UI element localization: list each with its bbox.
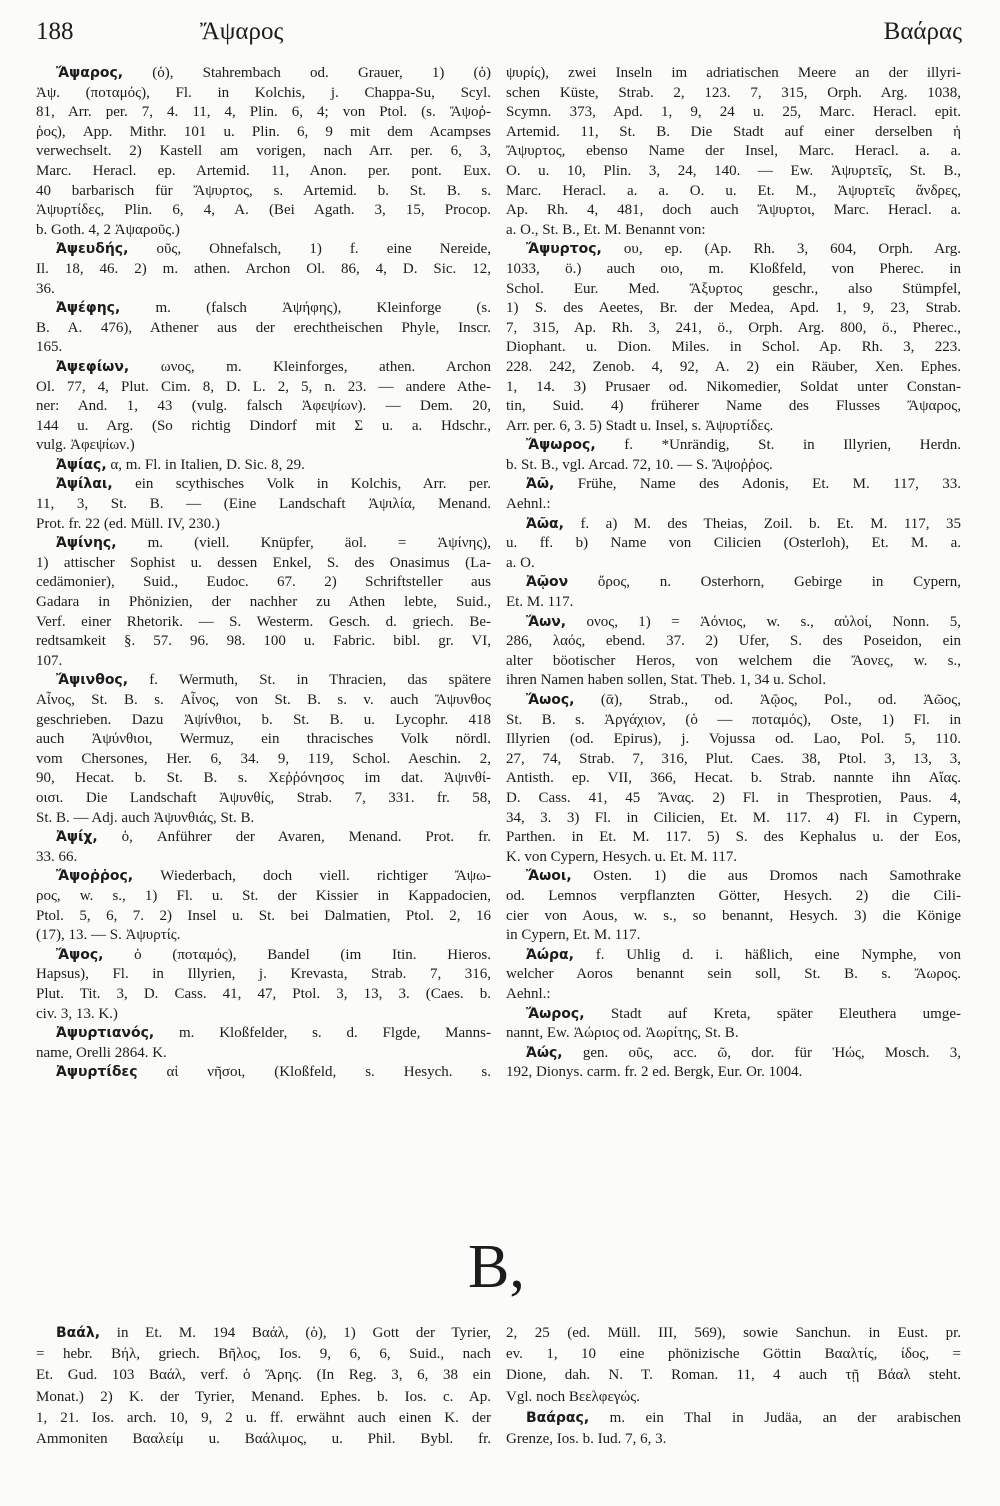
- dictionary-entry: [506, 515, 961, 574]
- entry-text: 81, Arr. per. 7, 4. 11, 4, Plin. 6, 4; von Ptol. (s. Ἄψοῤ-: [36, 104, 491, 121]
- entry-line: [506, 985, 961, 1005]
- headword: Ἀῶ,: [526, 476, 555, 493]
- entry-text: Illyrien (od. Epirus), j. Vojussa od. Lao, Pol. 5, 110.: [506, 731, 961, 748]
- entry-line: [36, 123, 491, 143]
- entry-line: [36, 985, 491, 1005]
- entry-text: cedämonier), Suid., Eudoc. 67. 2) Schriftsteller aus: [36, 574, 491, 591]
- entry-line: [36, 515, 491, 535]
- entry-line: [36, 848, 491, 868]
- entry-line: [506, 299, 961, 319]
- entry-line: [36, 613, 491, 633]
- entry-text: Frühe, Name des Adonis, Et. M. 117, 33.: [577, 476, 961, 493]
- dictionary-entry: [506, 1044, 961, 1083]
- dictionary-entry: [506, 1408, 961, 1450]
- dictionary-entry: [36, 475, 491, 534]
- headword: Ἀψίας,: [56, 456, 107, 473]
- headword: Ἀῷον: [526, 574, 569, 591]
- dictionary-entry: [36, 828, 491, 867]
- entry-line: [36, 1429, 491, 1450]
- entry-line: [36, 64, 491, 84]
- entry-text: nannt, Ew. Ἀώριος od. Ἀωρίτης, St. B.: [506, 1025, 739, 1042]
- entry-line: [506, 809, 961, 829]
- entry-line: [506, 1387, 961, 1408]
- section-letter: B,: [468, 1233, 525, 1301]
- entry-line: [506, 515, 961, 535]
- headword: Ἄψος,: [56, 946, 104, 963]
- entry-text: Ol. 77, 4, Plut. Cim. 8, D. L. 2, 5, n. 23. — andere Athe-: [36, 378, 491, 395]
- entry-text: 27, 74, Strab. 7, 316, Plut. Caes. 38, Ptol. 3, 13, 3,: [506, 750, 961, 767]
- entry-text: 1) attischer Sophist u. dessen Enkel, S. des Onasimus (La-: [36, 554, 491, 571]
- entry-line: [506, 142, 961, 162]
- entry-line: [36, 378, 491, 398]
- entry-text: 36.: [36, 280, 55, 297]
- entry-text: redtsamkeit §. 57. 96. 98. 100 u. Fabric. bibl. gr. VI,: [36, 633, 491, 650]
- entry-line: [36, 1005, 491, 1025]
- entry-line: [506, 946, 961, 966]
- entry-text: Schol. Eur. Med. Ἄξυρτος geschr., also Stümpfel,: [506, 280, 961, 297]
- entry-line: [36, 691, 491, 711]
- dictionary-entry: [506, 946, 961, 1005]
- entry-text: K. von Cypern, Hesych. u. Et. M. 117.: [506, 848, 738, 865]
- entry-line: [36, 730, 491, 750]
- headword: Βαάλ,: [56, 1325, 101, 1341]
- entry-line: [36, 926, 491, 946]
- entry-text: u. ff. b) Name von Cilicien (Osterloh), Et. M. a.: [506, 535, 961, 552]
- headword: Ἀψίλαι,: [56, 476, 113, 493]
- entry-text: 90, Hecat. b. St. B. s. Χεῤῥόνησος im dat. Ἀψινθί-: [36, 770, 491, 787]
- entry-line: [506, 652, 961, 672]
- entry-line: [36, 319, 491, 339]
- entry-text: b. St. B., vgl. Arcad. 72, 10. — S. Ἄψοῤῥος.: [506, 456, 773, 473]
- headword: Ἀψευδής,: [56, 241, 129, 258]
- entry-line: [36, 299, 491, 319]
- headword: Ἄψυρτος,: [526, 241, 602, 258]
- entry-text: ner: And. 1, 43 (vulg. falsch Ἀφεψίων). — Dem. 20,: [36, 398, 491, 415]
- entry-text: α, m. Fl. in Italien, D. Sic. 8, 29.: [110, 456, 305, 473]
- entry-line: [506, 671, 961, 691]
- entry-line: [506, 1063, 961, 1083]
- entry-text: Aehnl.:: [506, 496, 551, 513]
- entry-text: a. O., St. B., Et. M. Benannt von:: [506, 221, 706, 238]
- headword: Ἀψυρτίδες: [56, 1064, 138, 1081]
- entry-text: αἱ νῆσοι, (Kloßfeld, s. Hesych. s.: [166, 1064, 491, 1081]
- entry-line: [36, 84, 491, 104]
- entry-line: [36, 1344, 491, 1365]
- entry-text: m. Kloßfelder, s. d. Flgde, Manns-: [179, 1025, 491, 1042]
- entry-text: alter böotischer Heros, von welchem die Ἄονες, w. s.,: [506, 652, 961, 669]
- entry-line: [506, 730, 961, 750]
- entry-text: 192, Dionys. carm. fr. 2 ed. Bergk, Eur. Or. 1004.: [506, 1064, 803, 1081]
- entry-line: [506, 221, 961, 241]
- dictionary-entry: [506, 573, 961, 612]
- entry-line: [506, 260, 961, 280]
- entry-text: schen Küste, Strab. 2, 123. 7, 315, Orph. Arg. 1038,: [506, 84, 961, 101]
- entry-text: Et. Gud. 103 Βαάλ, verf. ὁ Ἄρης. (In Reg. 3, 6, 38 ein: [36, 1367, 491, 1384]
- entry-text: Grenze, Ios. b. Iud. 7, 6, 3.: [506, 1431, 667, 1448]
- entry-text: tin, Suid. 4) früherer Name des Flusses Ἄψαρος,: [506, 398, 961, 415]
- entry-text: Ammoniten Βααλείμ u. Βαάλιμος, u. Phil. Bybl. fr.: [36, 1431, 491, 1448]
- headword: Ἀψεφίων,: [56, 358, 130, 375]
- entry-line: [506, 1323, 961, 1344]
- entry-text: Ἀψ. (ποταμός), Fl. in Kolchis, j. Chappa-Su, Scyl.: [36, 84, 491, 101]
- entry-line: [36, 358, 491, 378]
- entry-line: [506, 1365, 961, 1386]
- headword: Ἄψαρος,: [56, 65, 124, 81]
- entry-text: ου, ep. (Ap. Rh. 3, 604, Orph. Arg.: [623, 241, 961, 258]
- entry-line: [36, 534, 491, 554]
- entry-line: [506, 691, 961, 711]
- bottom-right-column: [506, 1323, 961, 1450]
- entry-text: f. Wermuth, St. in Thracien, das spätere: [149, 672, 491, 689]
- headword: Ἄψοῤῥος,: [56, 868, 134, 885]
- entry-line: [36, 946, 491, 966]
- entry-text: 40 barbarisch für Ἄψυρτος, s. Artemid. b. St. B. s.: [36, 182, 491, 199]
- entry-text: Gadara in Phönizien, der nachher zu Athen lebte, Suid.,: [36, 594, 491, 611]
- entry-line: [36, 1387, 491, 1408]
- dictionary-entry: [36, 1024, 491, 1063]
- headword: Ἀώς,: [526, 1044, 563, 1061]
- headword: Ἀῶα,: [526, 515, 564, 532]
- dictionary-entry: [36, 299, 491, 358]
- entry-text: Antisth. ep. VII, 366, Hecat. b. Strab. nannte ihn Αἴας.: [506, 770, 961, 787]
- entry-text: 165.: [36, 339, 63, 356]
- entry-text: οῦς, Ohnefalsch, 1) f. eine Nereide,: [156, 241, 491, 258]
- entry-line: [506, 554, 961, 574]
- entry-text: auch Ἀψύνθιοι, Wermuz, ein thracisches Volk nördl.: [36, 731, 491, 748]
- entry-text: (17), 13. — S. Ἀψυρτίς.: [36, 927, 181, 944]
- entry-line: [506, 1024, 961, 1044]
- entry-line: [506, 1429, 961, 1450]
- entry-line: [36, 162, 491, 182]
- entry-line: [506, 64, 961, 84]
- entry-text: 34, 3. 3) Fl. in Cilicien, Et. M. 117. 4) Fl. in Cypern,: [506, 809, 961, 826]
- entry-line: [506, 1344, 961, 1365]
- entry-line: [36, 573, 491, 593]
- entry-text: 1) S. des Aeetes, Br. der Medea, Apd. 1, 9, 23, Strab.: [506, 300, 961, 317]
- entry-line: [36, 1323, 491, 1344]
- entry-text: ψυρίς), zwei Inseln im adriatischen Meere an der illyri-: [506, 65, 961, 81]
- entry-line: [506, 965, 961, 985]
- entry-text: (ὁ), Stahrembach od. Grauer, 1) (ὁ): [152, 65, 491, 81]
- entry-text: 286, λαός, ebend. 37. 2) Ufer, S. des Poseidon, ein: [506, 633, 961, 650]
- headword: Ἄωος,: [526, 692, 575, 708]
- entry-line: [506, 1044, 961, 1064]
- entry-line: [506, 534, 961, 554]
- entry-text: Verf. einer Rhetorik. — S. Westerm. Gesch. d. griech. Be-: [36, 613, 491, 630]
- entry-text: ὁ, Anführer der Avaren, Menand. Prot. fr.: [121, 829, 491, 846]
- entry-text: m. ein Thal in Judäa, an der arabischen: [609, 1409, 961, 1426]
- entry-line: [36, 475, 491, 495]
- entry-text: vom Chersones, Her. 6, 34. 9, 119, Schol. Aeschin. 2,: [36, 750, 491, 767]
- entry-line: [506, 750, 961, 770]
- entry-text: Vgl. noch Βεελφεγώς.: [506, 1388, 640, 1405]
- entry-text: ev. 1, 10 eine phönizische Göttin Βααλτίς, ίδος, =: [506, 1346, 961, 1363]
- entry-line: [36, 417, 491, 437]
- entry-text: m. (viell. Knüpfer, äol. = Ἁψίνης),: [147, 535, 491, 552]
- entry-line: [36, 593, 491, 613]
- entry-text: 33. 66.: [36, 848, 78, 865]
- entry-text: ihren Namen haben sollen, Stat. Theb. 1, 34 u. Schol.: [506, 672, 827, 689]
- entry-line: [506, 201, 961, 221]
- entry-text: (ᾱ), Strab., od. Ἀῷος, Pol., od. Ἀῶος,: [600, 692, 961, 708]
- entry-text: Wiederbach, doch viell. richtiger Ἄψω-: [160, 868, 491, 885]
- entry-text: Et. M. 117.: [506, 594, 574, 611]
- entry-line: [506, 613, 961, 633]
- entry-line: [506, 103, 961, 123]
- dictionary-entry: [506, 436, 961, 475]
- entry-text: in Et. M. 194 Βαάλ, (ὁ), 1) Gott der Tyrier,: [116, 1325, 491, 1341]
- entry-text: 1, 14. 3) Prusaer od. Nikomedier, Soldat unter Constan-: [506, 378, 961, 395]
- entry-line: [36, 828, 491, 848]
- bottom-left-column: [36, 1323, 491, 1450]
- headword: Ἀώρα,: [526, 946, 574, 963]
- entry-text: 107.: [36, 652, 63, 669]
- dictionary-entry: [36, 1063, 491, 1083]
- entry-line: [36, 397, 491, 417]
- entry-text: ονος, 1) = Ἀόνιος, w. s., αὐλοί, Nonn. 5,: [586, 613, 961, 630]
- entry-text: ὁ (ποταμός), Bandel (im Itin. Hieros.: [134, 946, 491, 963]
- entry-line: [36, 338, 491, 358]
- entry-line: [36, 887, 491, 907]
- entry-text: a. O.: [506, 554, 535, 571]
- entry-text: Ap. Rh. 4, 481, doch auch Ἄψυρτοι, Marc. Heracl. a.: [506, 202, 961, 219]
- entry-line: [36, 965, 491, 985]
- entry-line: [36, 632, 491, 652]
- entry-text: 7, 315, Ap. Rh. 3, 241, ö., Orph. Arg. 800, ö., Pherec.,: [506, 319, 961, 336]
- dictionary-entry: [36, 671, 491, 828]
- headword: Ἀψέφης,: [56, 300, 121, 317]
- dictionary-entry: [506, 691, 961, 867]
- right-column: [506, 64, 961, 1083]
- entry-line: [36, 201, 491, 221]
- entry-line: [36, 1044, 491, 1064]
- entry-line: [36, 221, 491, 241]
- entry-line: [506, 593, 961, 613]
- entry-text: ωνος, m. Kleinforges, athen. Archon: [160, 358, 491, 375]
- dictionary-entry: [36, 64, 491, 240]
- dictionary-entry: [36, 240, 491, 299]
- entry-text: civ. 3, 13. K.): [36, 1005, 118, 1022]
- entry-line: [36, 240, 491, 260]
- entry-line: [506, 338, 961, 358]
- running-head-left: Ἄψαρος: [200, 18, 284, 45]
- entry-line: [506, 848, 961, 868]
- entry-text: welcher Aoros benannt sein soll, St. B. s. Ἄωρος.: [506, 966, 961, 983]
- entry-line: [506, 632, 961, 652]
- entry-line: [506, 475, 961, 495]
- headword: Βαάρας,: [526, 1409, 590, 1426]
- entry-line: [506, 907, 961, 927]
- entry-line: [506, 1005, 961, 1025]
- running-head-right: Βαάρας: [883, 18, 962, 45]
- headword: Ἀψίχ,: [56, 829, 98, 846]
- entry-line: [36, 652, 491, 672]
- entry-line: [36, 182, 491, 202]
- entry-text: Osten. 1) die aus Dromos nach Samothrake: [593, 868, 961, 885]
- entry-line: [36, 1408, 491, 1429]
- entry-line: [506, 711, 961, 731]
- dictionary-entry: [506, 64, 961, 240]
- entry-text: Marc. Heracl. ep. Artemid. 11, Anon. per. pont. Eux.: [36, 162, 491, 179]
- entry-line: [36, 711, 491, 731]
- headword: Ἄωρος,: [526, 1005, 585, 1022]
- entry-text: D. Cass. 41, 45 Ἄνας. 2) Fl. in Thesprotien, Paus. 4,: [506, 789, 961, 806]
- entry-text: Scymn. 373, Apd. 1, 9, 24 u. 25, Marc. Heracl. epit.: [506, 104, 961, 121]
- entry-line: [506, 769, 961, 789]
- entry-text: Il. 18, 46. 2) m. athen. Archon Ol. 86, 4, D. Sic. 12,: [36, 260, 491, 277]
- entry-text: in Cypern, Et. M. 117.: [506, 927, 641, 944]
- entry-text: ῥος), App. Mithr. 101 u. Plin. 6, 9 mit dem Acampses: [36, 123, 491, 140]
- entry-text: St. B. s. Ἀργάχιον, (ὁ — ποταμός), Oste, 1) Fl. in: [506, 711, 961, 728]
- entry-text: geschrieben. Dazu Ἀψίνθιοι, b. St. B. u. Lycophr. 418: [36, 711, 491, 728]
- dictionary-entry: [506, 240, 961, 436]
- entry-text: Aehnl.:: [506, 985, 551, 1002]
- dictionary-entry: [36, 358, 491, 456]
- entry-line: [36, 750, 491, 770]
- entry-line: [506, 397, 961, 417]
- entry-text: Ἀψυρτίδες, Plin. 6, 4, A. (Bei Agath. 3, 15, Procop.: [36, 202, 491, 219]
- entry-text: 1033, ö.) auch οιο, m. Kloßfeld, von Pherec. in: [506, 260, 961, 277]
- entry-text: Arr. per. 6, 3. 5) Stadt u. Insel, s. Ἀψυρτίδες.: [506, 417, 774, 434]
- entry-text: B. A. 476), Athener aus der erechtheischen Phyle, Inscr.: [36, 319, 491, 336]
- entry-line: [36, 456, 491, 476]
- entry-line: [506, 573, 961, 593]
- headword: Ἀψίνης,: [56, 535, 117, 552]
- entry-text: f. a) M. des Theias, Zoil. b. Et. M. 117, 35: [580, 515, 961, 532]
- entry-text: Artemid. 11, St. B. Die Stadt auf einer derselben ἡ: [506, 123, 961, 140]
- entry-text: Diophant. u. Dion. Miles. in Schol. Ap. Rh. 3, 223.: [506, 339, 961, 356]
- entry-line: [506, 436, 961, 456]
- dictionary-entry: [36, 1323, 491, 1450]
- entry-text: Ptol. 5, 6, 7. 2) Insel u. St. bei Dalmatien, Ptol. 2, 16: [36, 907, 491, 924]
- left-column: [36, 64, 491, 1083]
- entry-text: Ἄψυρτος, ebenso Name der Insel, Marc. Heracl. a. a.: [506, 143, 961, 160]
- headword: Ἄψωρος,: [526, 437, 596, 454]
- entry-line: [36, 907, 491, 927]
- entry-line: [506, 926, 961, 946]
- entry-text: gen. οῦς, acc. ῶ, dor. für Ἠώς, Mosch. 3,: [582, 1044, 961, 1061]
- dictionary-entry: [36, 534, 491, 671]
- dictionary-entry: [506, 1323, 961, 1408]
- entry-text: = hebr. Βήλ, griech. Βῆλος, Ios. 9, 6, 6, Suid., nach: [36, 1346, 491, 1363]
- entry-text: Prot. fr. 22 (ed. Müll. IV, 230.): [36, 515, 220, 532]
- entry-text: od. Lemnos verpflanzten Götter, Hesych. 2) die Cili-: [506, 887, 961, 904]
- entry-line: [36, 436, 491, 456]
- entry-text: b. Goth. 4, 2 Ἀψαροῦς.): [36, 221, 180, 238]
- entry-text: 228. 242, Zenob. 4, 92, A. 2) ein Räuber, Xen. Ephes.: [506, 358, 961, 375]
- entry-text: verwechselt. 2) Kastell am vorigen, nach Arr. per. 6, 3,: [36, 143, 491, 160]
- entry-line: [506, 789, 961, 809]
- entry-text: ὄρος, n. Osterhorn, Gebirge in Cypern,: [597, 574, 961, 591]
- page-number: 188: [36, 18, 74, 45]
- entry-line: [36, 809, 491, 829]
- entry-line: [506, 123, 961, 143]
- headword: Ἄψινθος,: [56, 672, 129, 689]
- entry-line: [506, 162, 961, 182]
- entry-text: Monat.) 2) K. der Tyrier, Menand. Ephes. b. Ios. c. Ap.: [36, 1388, 491, 1405]
- entry-text: Parthen. in Et. M. 117. 5) S. des Kephalus u. der Eos,: [506, 829, 961, 846]
- entry-text: οισι. Die Landschaft Ἀψυνθίς, Strab. 7, 331. fr. 58,: [36, 789, 491, 806]
- headword: Ἄωοι,: [526, 868, 572, 885]
- dictionary-entry: [506, 1005, 961, 1044]
- entry-text: 1, 21. Ios. arch. 10, 9, 2 u. ff. erwähnt auch einen K. der: [36, 1409, 491, 1426]
- entry-text: m. (falsch Ἀψήφης), Kleinforge (s.: [155, 300, 491, 317]
- entry-text: name, Orelli 2864. K.: [36, 1044, 167, 1061]
- entry-line: [506, 240, 961, 260]
- dictionary-entry: [506, 475, 961, 514]
- entry-text: Plut. Tit. 3, D. Cass. 41, 47, Ptol. 3, 13, 3. (Caes. b.: [36, 985, 491, 1002]
- dictionary-entry: [36, 456, 491, 476]
- entry-line: [506, 182, 961, 202]
- entry-line: [36, 280, 491, 300]
- entry-line: [506, 358, 961, 378]
- headword: Ἀψυρτιανός,: [56, 1025, 155, 1042]
- entry-line: [506, 84, 961, 104]
- entry-line: [36, 142, 491, 162]
- headword: Ἄων,: [526, 613, 567, 630]
- entry-line: [36, 554, 491, 574]
- entry-text: Hapsus), Fl. in Illyrien, j. Krevasta, Strab. 7, 316,: [36, 966, 491, 983]
- entry-text: ρος, w. s., 1) Fl. u. St. der Kissier in Kappadocien,: [36, 887, 491, 904]
- entry-text: Marc. Heracl. a. a. O. u. Et. M., Ἀψυρτεῖς ἄνδρες,: [506, 182, 961, 199]
- entry-text: Stadt auf Kreta, später Eleuthera umge-: [610, 1005, 961, 1022]
- entry-text: St. B. — Adj. auch Ἀψυνθιάς, St. B.: [36, 809, 255, 826]
- dictionary-entry: [36, 946, 491, 1024]
- entry-line: [506, 456, 961, 476]
- entry-text: 2, 25 (ed. Müll. III, 569), sowie Sanchun. in Eust. pr.: [506, 1325, 961, 1341]
- entry-line: [506, 280, 961, 300]
- entry-text: 144 u. Arg. (So richtig Dindorf mit Σ u. a. Hdschr.,: [36, 417, 491, 434]
- entry-line: [506, 417, 961, 437]
- entry-line: [36, 495, 491, 515]
- dictionary-entry: [506, 867, 961, 945]
- entry-text: f. Uhlig d. i. häßlich, eine Nymphe, von: [595, 946, 961, 963]
- entry-line: [506, 828, 961, 848]
- entry-line: [506, 495, 961, 515]
- entry-text: f. *Unrändig, St. in Illyrien, Herdn.: [624, 437, 961, 454]
- entry-line: [36, 103, 491, 123]
- entry-line: [506, 887, 961, 907]
- dictionary-entry: [36, 867, 491, 945]
- entry-line: [36, 769, 491, 789]
- entry-text: Dione, dah. N. T. Roman. 11, 4 auch τῇ Βάαλ steht.: [506, 1367, 961, 1384]
- entry-line: [36, 671, 491, 691]
- entry-line: [36, 260, 491, 280]
- entry-line: [36, 867, 491, 887]
- entry-line: [36, 1365, 491, 1386]
- dictionary-entry: [506, 613, 961, 691]
- entry-line: [506, 378, 961, 398]
- entry-text: vulg. Ἀφεψίων.): [36, 437, 135, 454]
- entry-text: 11, 3, St. B. — (Eine Landschaft Ἀψιλία, Menand.: [36, 496, 491, 513]
- entry-text: O. u. 10, Plin. 3, 24, 140. — Ew. Ἀψυρτεῖς, St. B.,: [506, 162, 961, 179]
- entry-line: [36, 1024, 491, 1044]
- entry-line: [506, 1408, 961, 1429]
- entry-text: ein scythisches Volk in Kolchis, Arr. per.: [135, 476, 491, 493]
- entry-text: cier von Aous, w. s., so benannt, Hesych. 3) die Könige: [506, 907, 961, 924]
- entry-line: [506, 867, 961, 887]
- entry-line: [36, 789, 491, 809]
- entry-line: [506, 319, 961, 339]
- entry-text: Αἶνος, St. B. s. Αἶνος, von St. B. s. v. auch Ἄψυνθος: [36, 692, 491, 708]
- entry-line: [36, 1063, 491, 1083]
